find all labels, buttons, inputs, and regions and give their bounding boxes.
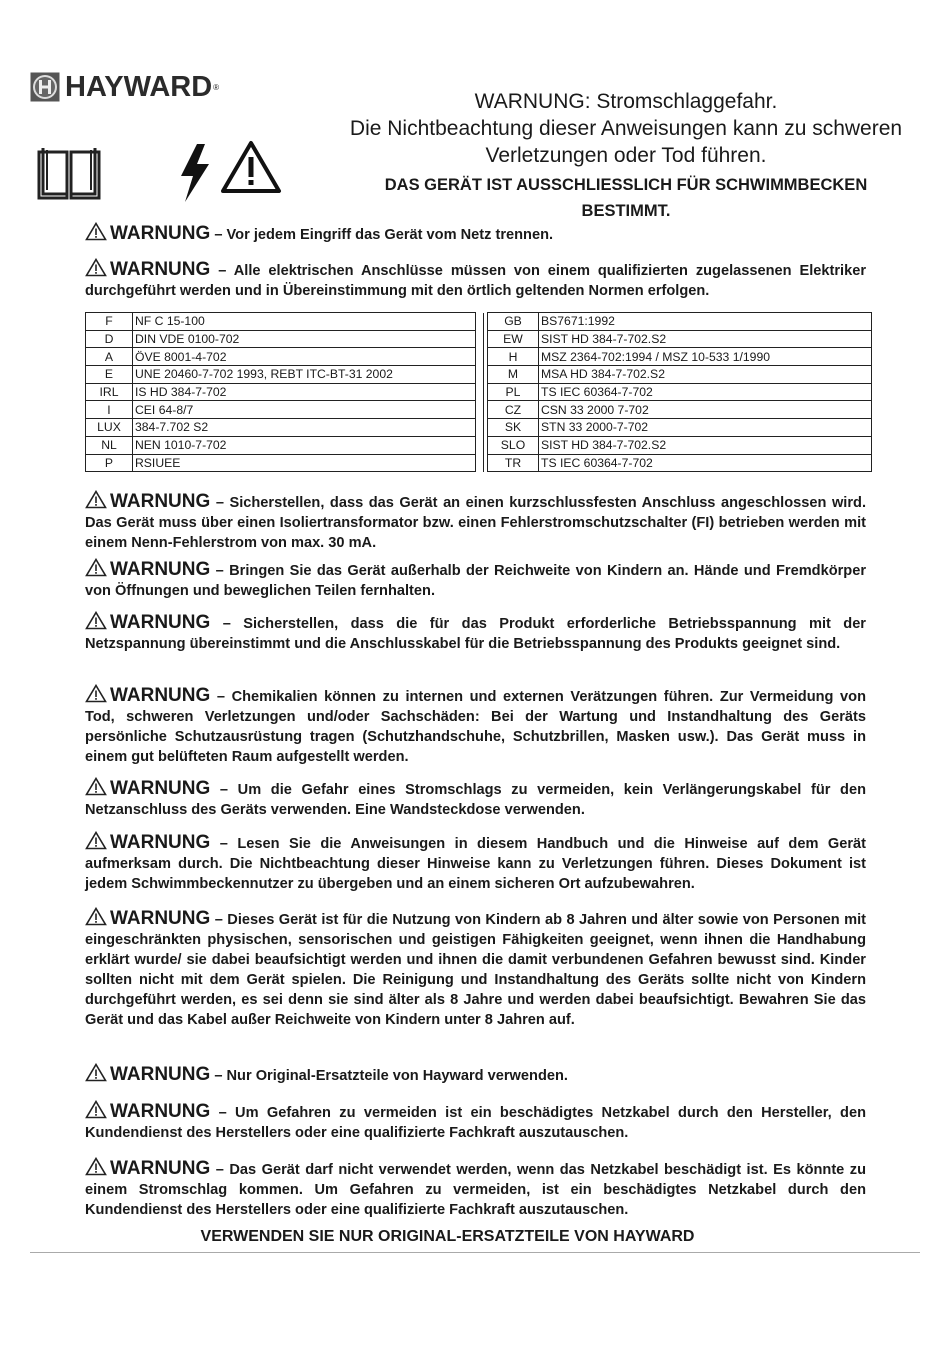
warning-text: – Alle elektrischen Anschlüsse müssen von einem qualifizierten zugelassenen Elektriker durchgeführt werden und in Übereinstimmung mit den örtlich geltenden Normen erfolgen. (85, 263, 866, 299)
norm-reference: SIST HD 384-7-702.S2 (539, 436, 872, 454)
manual-book-icon (36, 146, 102, 202)
norm-reference: NEN 1010-7-702 (133, 436, 476, 454)
norm-reference: DIN VDE 0100-702 (133, 330, 476, 348)
country-code: CZ (488, 401, 539, 419)
warning-text: – Vor jedem Eingriff das Gerät vom Netz trennen. (214, 227, 554, 243)
electric-bolt-icon (175, 142, 215, 204)
footer-divider (30, 1252, 920, 1253)
warning-label: WARNUNG (110, 1158, 211, 1179)
country-code: SLO (488, 436, 539, 454)
norms-row (86, 330, 872, 348)
warning-triangle-icon (85, 777, 107, 796)
header-line-3: DAS GERÄT IST AUSSCHLIESSLICH FÜR SCHWIMMBECKEN BESTIMMT. (384, 176, 868, 220)
warning-triangle-icon (85, 684, 107, 703)
warning-10 (85, 1063, 866, 1086)
norm-reference: RSIUEE (133, 454, 476, 472)
warning-triangle-icon (85, 1100, 107, 1119)
warning-5 (85, 611, 866, 654)
warning-triangle-icon (85, 611, 107, 630)
norm-reference: UNE 20460-7-702 1993, REBT ITC-BT-31 2002 (133, 366, 476, 384)
norms-row (86, 454, 872, 472)
warning-label: WARNUNG (110, 612, 211, 633)
column-gap (476, 330, 484, 348)
norm-reference: MSA HD 384-7-702.S2 (539, 366, 872, 384)
column-gap (476, 436, 484, 454)
warning-text: – Sicherstellen, dass das Gerät an einen kurzschlussfesten Anschluss angeschlossen wird. Das Gerät muss über einen Isoliertransformator bzw. einen Fehlerstromschutzschalter (FI) betrieben werden mit einem Nenn-Fehlerstrom von max. 30 mA. (85, 495, 866, 551)
warning-text: – Das Gerät darf nicht verwendet werden, wenn das Netzkabel beschädigt ist. Es könnte zu einem Stromschlag kommen. Um Gefahren zu vermeiden, ist ein beschädigtes Netzkabel durch den Kundendienst des Herstellers oder eine qualifizierte Fachkraft auszutauschen. (85, 1162, 866, 1218)
warning-6 (85, 684, 866, 767)
norm-reference: CEI 64-8/7 (133, 401, 476, 419)
country-code: H (488, 348, 539, 366)
brand-registered-mark: ® (213, 82, 220, 92)
warning-text: – Chemikalien können zu internen und externen Verätzungen führen. Zur Vermeidung von Tod, schweren Verletzungen und/oder Sachschäden: Bei der Wartung und Instandhaltung des Geräts persönliche Schutzausrüstung tragen (Schutzhandschuhe, Schutzbrillen, Masken usw.). Das Gerät muss in einem gut belüfteten Raum aufgestellt werden. (85, 689, 866, 765)
page-header (346, 88, 906, 224)
column-gap (476, 383, 484, 401)
norm-reference: 384-7.702 S2 (133, 419, 476, 437)
header-line-1: WARNUNG: Stromschlaggefahr. (474, 90, 778, 113)
brand-name: HAYWARD (65, 70, 213, 103)
norm-reference: IS HD 384-7-702 (133, 383, 476, 401)
norm-reference: SIST HD 384-7-702.S2 (539, 330, 872, 348)
warning-12 (85, 1157, 866, 1220)
norms-row (86, 383, 872, 401)
norm-reference: NF C 15-100 (133, 313, 476, 331)
warning-triangle-icon (85, 258, 107, 277)
warning-triangle-icon (85, 1063, 107, 1082)
warning-11 (85, 1100, 866, 1143)
country-code: SK (488, 419, 539, 437)
warning-2 (85, 258, 866, 301)
warning-4 (85, 558, 866, 601)
warning-label: WARNUNG (110, 778, 211, 799)
norms-row (86, 348, 872, 366)
norms-row (86, 436, 872, 454)
country-code: P (86, 454, 133, 472)
norm-reference: CSN 33 2000 7-702 (539, 401, 872, 419)
warning-9 (85, 907, 866, 1030)
column-gap (476, 419, 484, 437)
norms-row (86, 419, 872, 437)
warning-label: WARNUNG (110, 559, 211, 580)
norms-row (86, 313, 872, 331)
warning-1 (85, 222, 866, 245)
norms-table-body (86, 313, 872, 472)
country-code: I (86, 401, 133, 419)
column-gap (476, 313, 484, 331)
warning-7 (85, 777, 866, 820)
country-code: TR (488, 454, 539, 472)
warning-3 (85, 490, 866, 553)
warning-triangle-icon (85, 831, 107, 850)
norm-reference: TS IEC 60364-7-702 (539, 454, 872, 472)
warning-text: – Um die Gefahr eines Stromschlags zu vermeiden, kein Verlängerungskabel für den Netzanschluss des Geräts verwenden. Eine Wandsteckdose verwenden. (85, 782, 866, 818)
norms-row (86, 366, 872, 384)
warning-text: – Lesen Sie die Anweisungen in diesem Handbuch und die Hinweise auf dem Gerät aufmerksam durch. Die Nichtbeachtung dieser Hinweise kann zu Verletzungen führen. Dieses Dokument ist jedem Schwimmbeckennutzer zu übergeben und an einem sicheren Ort aufzubewahren. (85, 836, 866, 892)
warning-triangle-icon (85, 907, 107, 926)
column-gap (476, 366, 484, 384)
country-code: IRL (86, 383, 133, 401)
column-gap (476, 401, 484, 419)
warning-label: WARNUNG (110, 259, 211, 280)
country-code: LUX (86, 419, 133, 437)
country-code: NL (86, 436, 133, 454)
warning-triangle-icon (85, 490, 107, 509)
column-gap (476, 348, 484, 366)
hayward-logo (30, 72, 219, 102)
norm-reference: MSZ 2364-702:1994 / MSZ 10-533 1/1990 (539, 348, 872, 366)
warning-text: – Um Gefahren zu vermeiden ist ein beschädigtes Netzkabel durch den Hersteller, den Kundendienst des Herstellers oder eine qualifizierte Fachkraft auszutauschen. (85, 1105, 866, 1141)
country-code: A (86, 348, 133, 366)
norm-reference: ÖVE 8001-4-702 (133, 348, 476, 366)
warning-label: WARNUNG (110, 1064, 211, 1085)
norm-reference: BS7671:1992 (539, 313, 872, 331)
warning-label: WARNUNG (110, 908, 211, 929)
footer-note: VERWENDEN SIE NUR ORIGINAL-ERSATZTEILE VON HAYWARD (200, 1228, 695, 1245)
warning-text: – Sicherstellen, dass die für das Produkt erforderliche Betriebsspannung mit der Netzspannung übereinstimmt und die Anschlusskabel für die Betriebsspannung des Produkts geeignet sind. (85, 616, 866, 652)
warning-triangle-icon (85, 558, 107, 577)
norm-reference: STN 33 2000-7-702 (539, 419, 872, 437)
warning-8 (85, 831, 866, 894)
country-code: PL (488, 383, 539, 401)
country-code: EW (488, 330, 539, 348)
warning-label: WARNUNG (110, 1101, 211, 1122)
warning-label: WARNUNG (110, 491, 211, 512)
warning-triangle-icon (220, 140, 282, 194)
warning-triangle-icon (85, 1157, 107, 1176)
header-line-2: Die Nichtbeachtung dieser Anweisungen kann zu schweren Verletzungen oder Tod führen. (349, 117, 903, 167)
norms-table (85, 312, 872, 472)
norms-row (86, 401, 872, 419)
country-code: M (488, 366, 539, 384)
warning-label: WARNUNG (110, 223, 211, 244)
norm-reference: TS IEC 60364-7-702 (539, 383, 872, 401)
warning-text: – Dieses Gerät ist für die Nutzung von Kindern ab 8 Jahren und älter sowie von Personen mit eingeschränkten physischen, sensorischen und geistigen Fähigkeiten geeignet, wenn ihnen die Handhabung erklärt wurde/ sie dabei beaufsichtigt werden und ihnen die damit verbundenen Gefahren bewusst sind. Kinder sollten nicht mit dem Gerät spielen. Die Reinigung und Instandhaltung des Geräts sollte nicht von Kindern durchgeführt werden, es sei denn sie sind älter als 8 Jahre und werden dabei beaufsichtigt. Bewahren Sie das Gerät und das Kabel außer Reichweite von Kindern unter 8 Jahren auf. (85, 912, 866, 1028)
warning-label: WARNUNG (110, 685, 211, 706)
column-gap (476, 454, 484, 472)
warning-label: WARNUNG (110, 832, 211, 853)
warning-text: – Nur Original-Ersatzteile von Hayward verwenden. (214, 1068, 568, 1084)
warning-text: – Bringen Sie das Gerät außerhalb der Reichweite von Kindern an. Hände und Fremdkörper von Öffnungen und beweglichen Teilen fernhalten. (85, 563, 866, 599)
country-code: F (86, 313, 133, 331)
country-code: D (86, 330, 133, 348)
hayward-logo-icon (30, 72, 60, 102)
country-code: E (86, 366, 133, 384)
warning-triangle-icon (85, 222, 107, 241)
country-code: GB (488, 313, 539, 331)
